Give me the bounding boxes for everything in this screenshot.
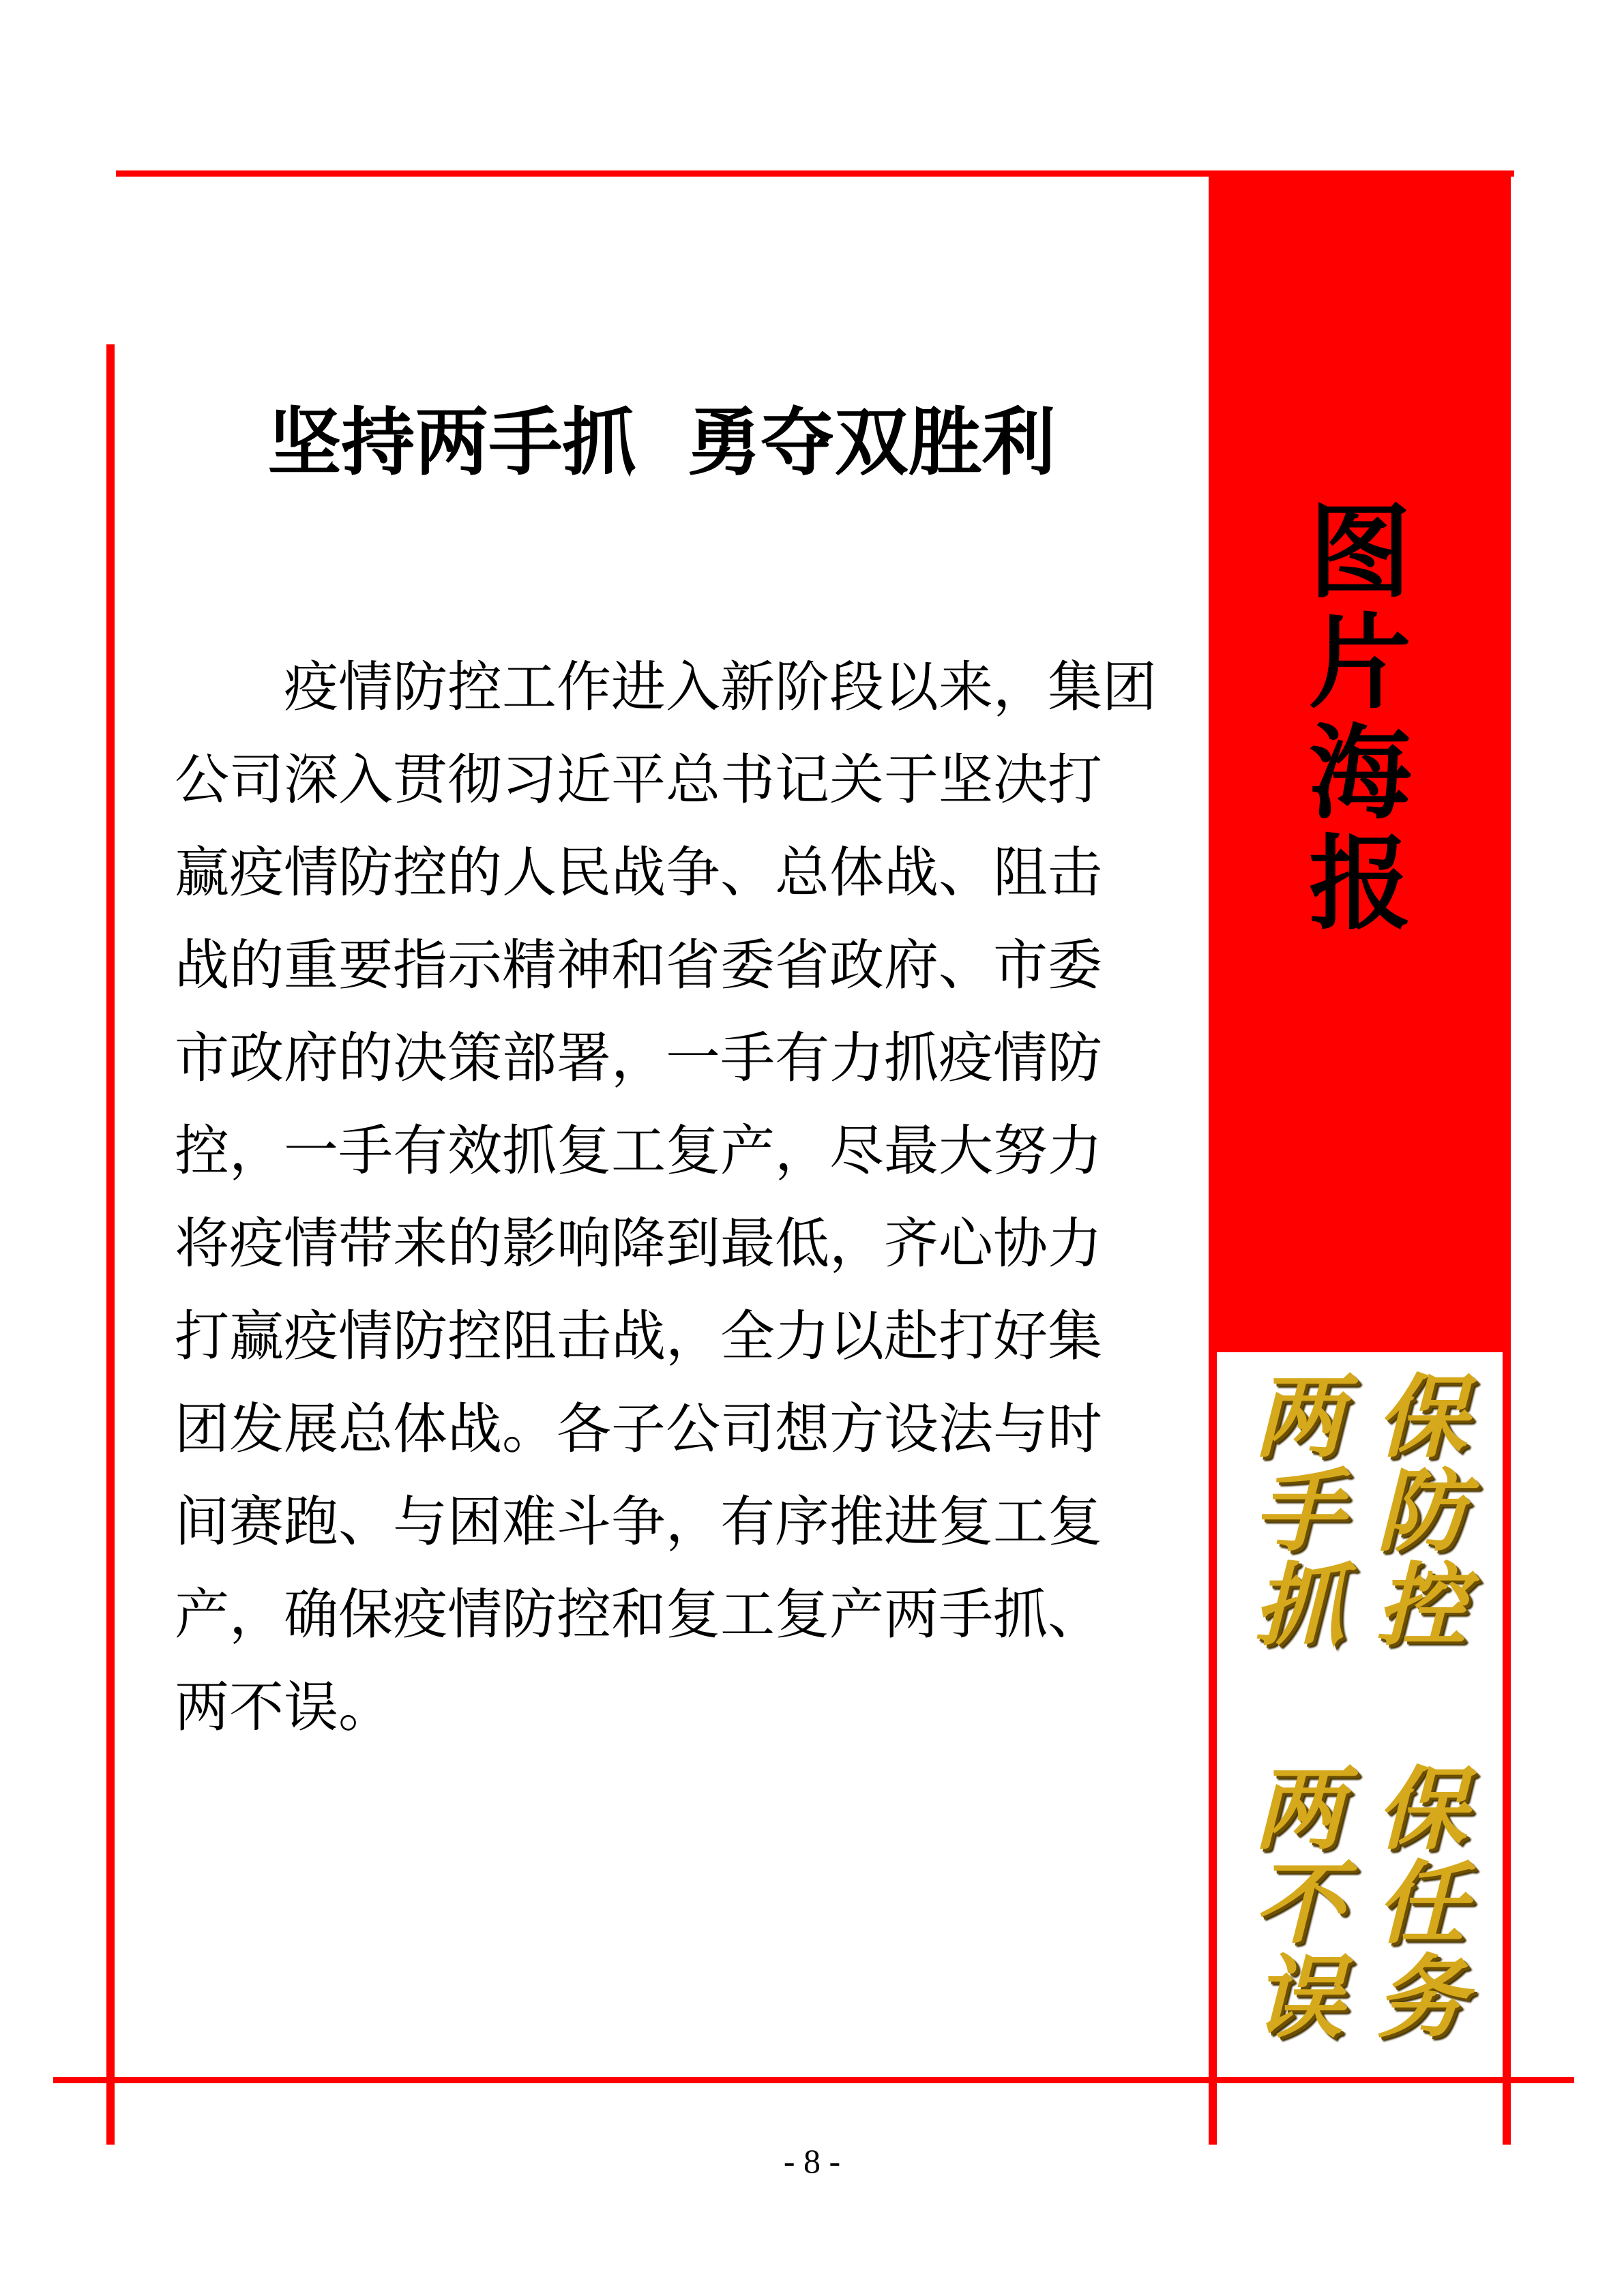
slogan-char: 务	[1376, 1945, 1466, 2051]
slogan-char: 误	[1254, 1945, 1344, 2051]
bottom-rule	[53, 2077, 1574, 2083]
slogan-char: 两	[1254, 1365, 1344, 1470]
body-line: 控，一手有效抓复工复产，尽最大努力	[175, 1119, 1102, 1182]
right-vertical-rule	[1503, 177, 1511, 2145]
slogan-char: 保	[1376, 1365, 1466, 1470]
slogan-column-4	[1376, 1757, 1466, 2051]
slogan-char: 保	[1376, 1757, 1466, 1862]
slogan-char: 手	[1254, 1459, 1344, 1564]
top-rule	[116, 170, 1514, 177]
body-line: 两不误。	[175, 1675, 393, 1739]
body-line: 将疫情带来的影响降到最低，齐心协力	[175, 1212, 1102, 1275]
body-line: 打赢疫情防控阻击战，全力以赴打好集	[175, 1304, 1102, 1368]
middle-vertical-rule	[1209, 177, 1217, 2145]
slogan-char: 不	[1254, 1851, 1344, 1956]
slogan-char: 任	[1376, 1851, 1466, 1956]
slogan-column-2	[1376, 1365, 1466, 1658]
side-title-char: 报	[1308, 825, 1411, 944]
body-line: 赢疫情防控的人民战争、总体战、阻击	[175, 841, 1102, 904]
slogan-char: 控	[1376, 1553, 1466, 1658]
side-section-title	[1213, 494, 1507, 944]
slogan-column-3	[1254, 1757, 1344, 2051]
side-title-char: 海	[1308, 715, 1411, 833]
body-line: 公司深入贯彻习近平总书记关于坚决打	[175, 748, 1102, 811]
slogan-char: 防	[1376, 1459, 1466, 1564]
body-line: 团发展总体战。各子公司想方设法与时	[175, 1397, 1102, 1461]
side-title-char: 片	[1308, 604, 1411, 723]
slogan-char: 抓	[1254, 1553, 1344, 1658]
slogan-char: 两	[1254, 1757, 1344, 1862]
body-line: 疫情防控工作进入新阶段以来，集团	[284, 655, 1157, 719]
body-paragraph	[175, 641, 1157, 1754]
side-title-char: 图	[1308, 494, 1411, 612]
body-line: 间赛跑、与困难斗争，有序推进复工复	[175, 1490, 1102, 1553]
page-number: - 8 -	[783, 2142, 841, 2180]
body-line: 产，确保疫情防控和复工复产两手抓、	[175, 1583, 1102, 1646]
left-vertical-rule	[106, 344, 115, 2145]
slogan-column-1	[1254, 1365, 1344, 1658]
body-line: 战的重要指示精神和省委省政府、市委	[175, 934, 1102, 997]
body-line: 市政府的决策部署，一手有力抓疫情防	[175, 1026, 1102, 1090]
page-title: 坚持两手抓 勇夺双胜利	[267, 400, 1056, 486]
